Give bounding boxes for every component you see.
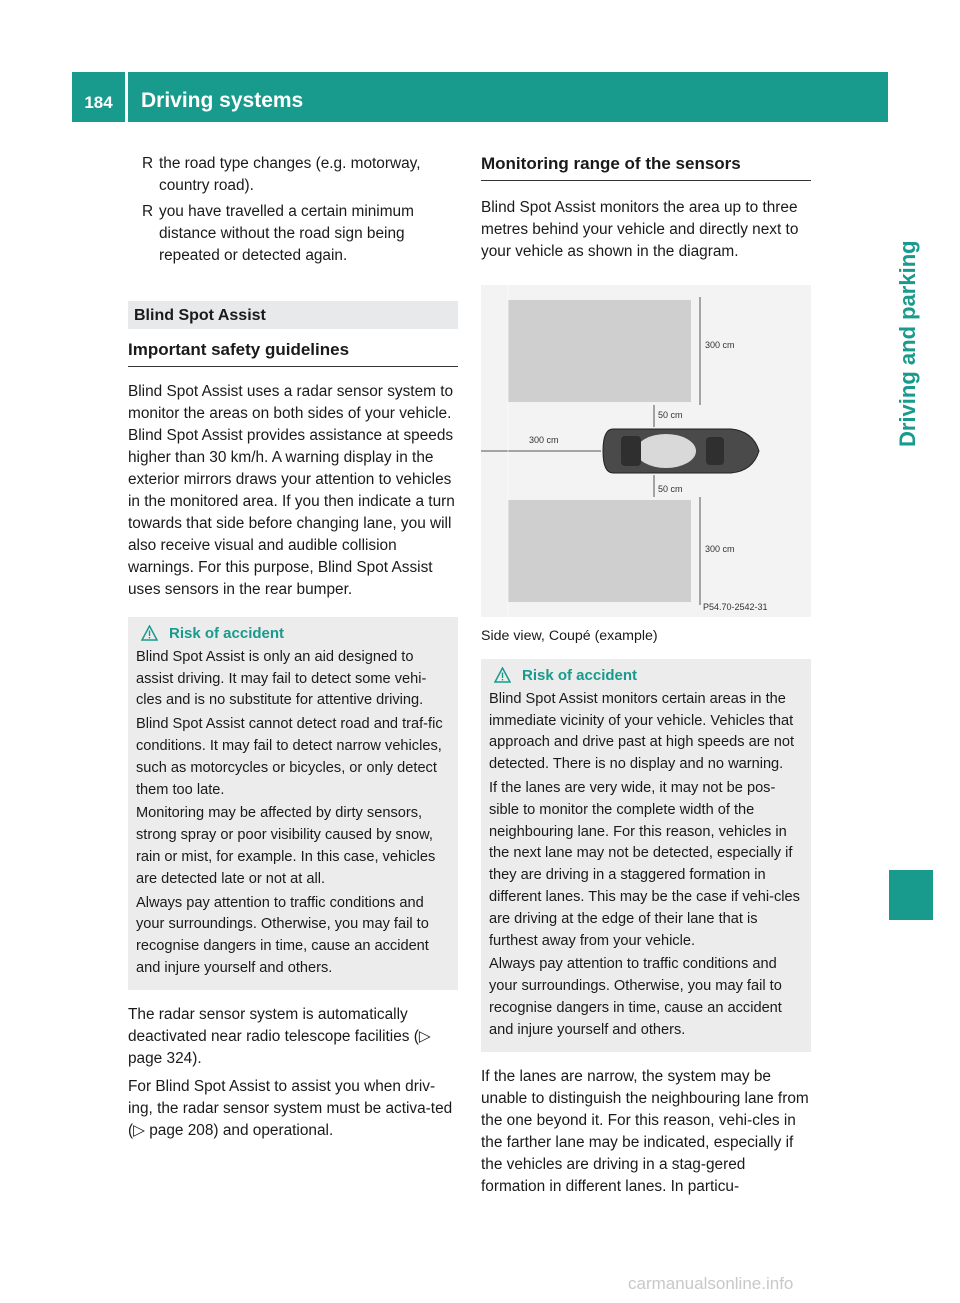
warning-title: [489, 665, 803, 687]
monitoring-diagram: [481, 285, 811, 617]
label-300-bottom: 300 cm: [705, 544, 735, 554]
warning-title-text: Risk of accident: [522, 667, 638, 684]
warning-box: [128, 617, 458, 990]
bullet-item: [128, 201, 458, 267]
warning-paragraph: Blind Spot Assist is only an aid designed to assist driving. It may fail to detect some vehi-cles and is no substitute for attentive driving.: [136, 648, 427, 709]
warning-paragraph: Always pay attention to traffic conditions and your surroundings. Otherwise, you may fail to recognise dangers in time, cause an accident and injure yourself and others.: [489, 956, 782, 1038]
side-tab: [889, 72, 933, 1200]
sub-heading: Important safety guidelines: [128, 329, 458, 367]
right-column: [481, 153, 811, 1204]
warning-paragraph: If the lanes are very wide, it may not be pos-sible to monitor the complete width of the neighbouring lane. For this reason, vehicles in the next lane may not be detected, especially if they are driving in a staggered formation in different lanes. This may be the case if vehi-cles are driving at the edge of their lane that is furthest away from your vehicle.: [489, 779, 800, 949]
closing-paragraph: If the lanes are narrow, the system may be unable to distinguish the neighbouring lane from the one beyond it. For this reason, vehi-cles in the farther lane may be indicated, especially if the vehicles are driving in a stag-gered formation in different lanes. In particu-: [481, 1067, 809, 1195]
section-title: Driving systems: [141, 89, 304, 112]
warning-box: [481, 659, 811, 1052]
warning-triangle-icon: [494, 667, 511, 683]
intro-paragraph: Blind Spot Assist uses a radar sensor system to monitor the areas on both sides of your vehicle. Blind Spot Assist provides assistance at speeds higher than 30 km/h. A warning display in the exterior mirrors draws your attention to vehicles in the monitored area. If you then indicate a turn towards that side before changing lane, you will also receive visual and audible collision warnings. For this purpose, Blind Spot Assist uses sensors in the rear bumper.: [128, 383, 455, 598]
figure-code: P54.70-2542-31: [703, 602, 768, 612]
side-tab-block: [889, 870, 933, 920]
page-number: 184: [84, 93, 113, 112]
bullet-text: the road type changes (e.g. motorway, country road).: [159, 155, 421, 194]
warning-triangle-icon: [141, 625, 158, 641]
header-divider: [125, 72, 128, 122]
monitoring-intro: Blind Spot Assist monitors the area up to three metres behind your vehicle and directly next to your vehicle as shown in the diagram.: [481, 199, 799, 260]
paragraph-activate: For Blind Spot Assist to assist you when driv-ing, the radar sensor system must be activa-ted (▷ page 208) and operational.: [128, 1077, 453, 1139]
gray-heading: Blind Spot Assist: [128, 301, 458, 329]
diagram-svg: [481, 285, 811, 617]
side-tab-label: Driving and parking: [895, 240, 920, 447]
warning-paragraph: Monitoring may be affected by dirty sensors, strong spray or poor visibility caused by snow, rain or mist, for example. In this case, vehicles are detected late or not at all.: [136, 805, 436, 887]
warning-paragraph: Blind Spot Assist monitors certain areas in the immediate vicinity of your vehicle. Vehicles that approach and drive past at high speeds are not detected. There is no display and no warning.: [489, 690, 795, 773]
left-column: [128, 153, 458, 1148]
monitoring-heading: Monitoring range of the sensors: [481, 153, 811, 181]
warning-paragraph: Always pay attention to traffic conditions and your surroundings. Otherwise, you may fail to recognise dangers in time, cause an accident and injure yourself and others.: [136, 894, 429, 976]
label-300-top: 300 cm: [705, 340, 735, 350]
label-300-left: 300 cm: [529, 435, 559, 445]
warning-title: [136, 623, 450, 645]
watermark: carmanualsonline.info: [628, 1274, 794, 1293]
bullet-text: you have travelled a certain minimum distance without the road sign being repeated or detected again.: [159, 203, 414, 264]
car-icon: [603, 429, 759, 473]
figure-caption: Side view, Coupé (example): [481, 628, 658, 644]
bullet-mark: R: [142, 203, 154, 220]
label-50-top: 50 cm: [658, 410, 683, 420]
bullet-mark: R: [142, 155, 154, 172]
warning-paragraph: Blind Spot Assist cannot detect road and traf-fic conditions. It may fail to detect narrow vehicles, such as motorcycles or bicycles, or only detect them too late.: [136, 716, 443, 798]
warning-title-text: Risk of accident: [169, 625, 285, 642]
zone-bottom: [508, 500, 691, 602]
zone-top: [508, 300, 691, 402]
label-50-bottom: 50 cm: [658, 484, 683, 494]
paragraph-deactivated: The radar sensor system is automatically deactivated near radio telescope facilities (▷ page 324).: [128, 1005, 431, 1067]
bullet-item: [128, 153, 458, 197]
